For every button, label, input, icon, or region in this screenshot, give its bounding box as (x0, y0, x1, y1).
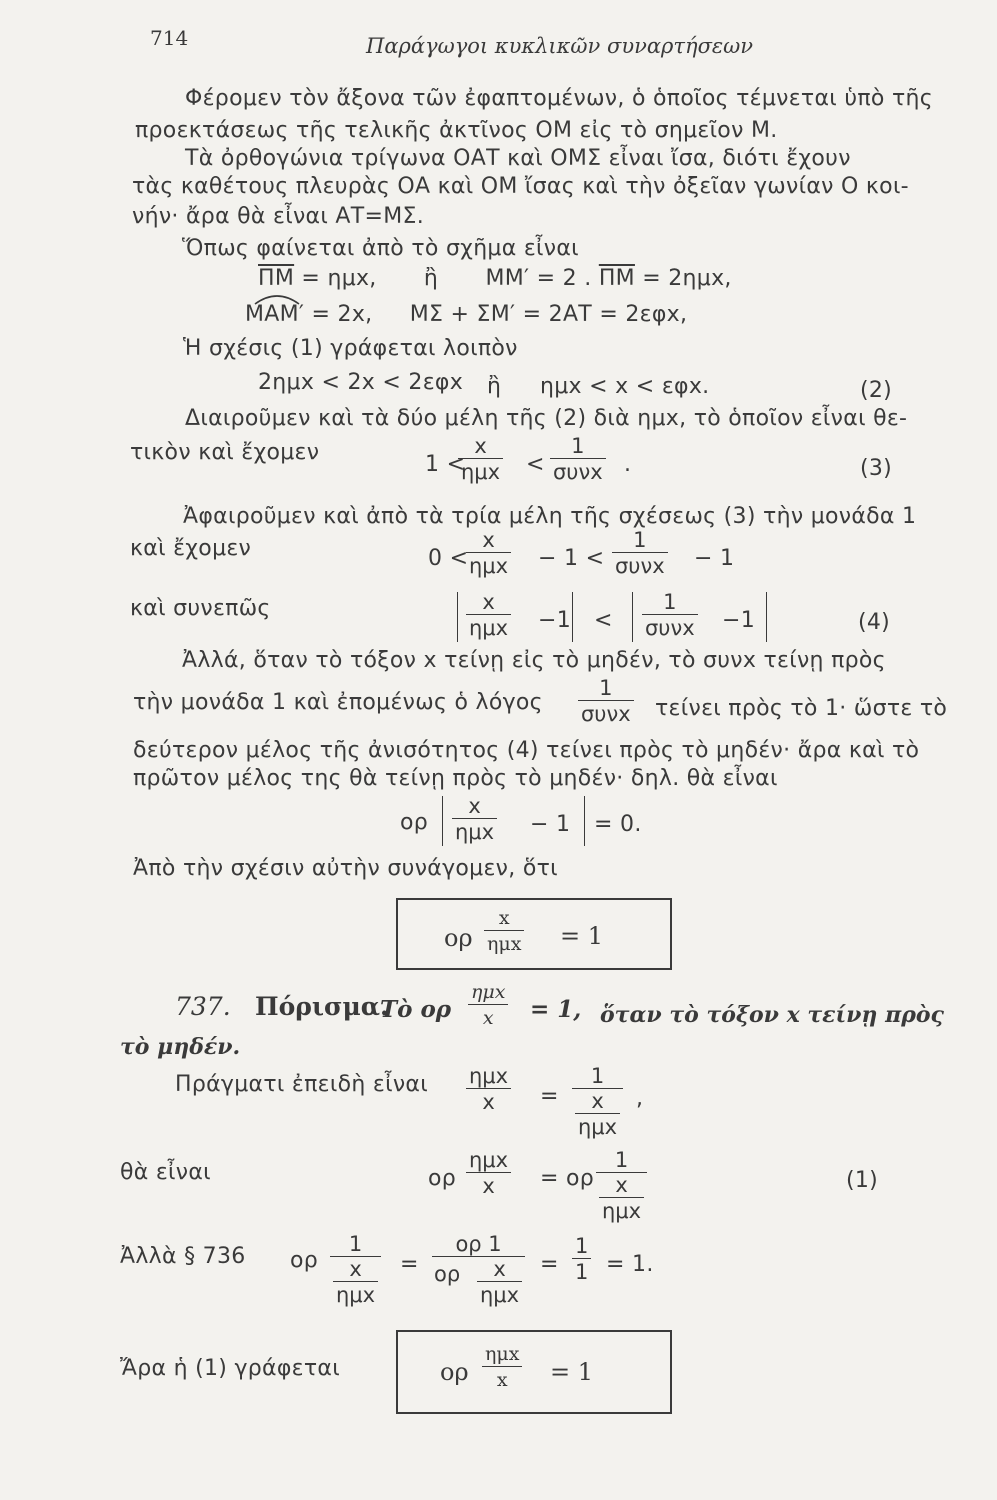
denominator (330, 1256, 381, 1308)
nested-fraction (330, 1232, 381, 1308)
inner-numerator: x (591, 1089, 604, 1113)
overline-pm: $\overline{\Pi M}$ (258, 266, 295, 291)
text-line: Πράγματι ἐπειδὴ εἶναι (175, 1072, 428, 1097)
eq-text: ορ (440, 1358, 469, 1386)
eq-text: = (540, 1252, 559, 1277)
text-line: Ἀλλά, ὅταν τὸ τόξον x τείνῃ εἰς τὸ μηδέν, τὸ συνx τείνῃ πρὸς (182, 648, 886, 673)
limit-label: ορ (434, 1262, 461, 1286)
abs-bar (442, 796, 443, 846)
numerator: 1 (348, 1232, 363, 1256)
text-line: καὶ ἔχομεν (130, 536, 252, 561)
denominator: συνx (578, 700, 634, 727)
numerator: ημx (471, 981, 506, 1003)
eq-text: ορ (428, 1166, 457, 1191)
denominator: ημx (458, 458, 503, 485)
eq-text: . (624, 452, 632, 477)
boxed-result (396, 898, 672, 970)
text-line: δεύτερον μέλος τῆς ἀνισότητος (4) τείνει πρὸς τὸ μηδέν· ἄρα καὶ τὸ (133, 738, 920, 763)
numerator: 1 (590, 1064, 605, 1088)
text-line: τὰς καθέτους πλευρὰς ΟΑ καὶ ΟΜ ἴσας καὶ τὴν ὀξεῖαν γωνίαν Ο κοι- (132, 174, 909, 199)
equation-tag: (4) (858, 610, 891, 635)
numerator: 1 (575, 1234, 589, 1258)
numerator: x (498, 907, 510, 929)
eq-text: = 0. (594, 812, 642, 837)
eq-text: − 1 (694, 546, 735, 571)
eq-or: ἢ (423, 266, 439, 291)
boxed-result (396, 1330, 672, 1414)
corollary-text: τὸ μηδέν. (120, 1034, 241, 1060)
equation-tag: (2) (860, 378, 893, 403)
equation-tag: (1) (846, 1168, 879, 1193)
eq-or: ἢ (487, 374, 502, 399)
fraction (466, 1148, 511, 1199)
text-line: προεκτάσεως τῆς τελικῆς ἀκτῖνος ΟΜ εἰς τὸ σημεῖον Μ. (135, 118, 778, 143)
page-number: 714 (150, 26, 189, 50)
numerator: 1 (614, 1148, 629, 1172)
numerator: 1 (599, 676, 613, 700)
section-number: 737. (175, 992, 231, 1021)
eq-text: , (636, 1086, 644, 1111)
numerator: ορ 1 (455, 1232, 502, 1256)
eq-text: = 1 (560, 922, 604, 950)
fraction (452, 794, 497, 845)
eq-text: 0 < (428, 546, 469, 571)
denominator: x (466, 1088, 511, 1115)
equation-b (245, 302, 687, 327)
arc-label: ΜΑΜ′ (245, 302, 305, 327)
numerator: ημx (469, 1064, 509, 1088)
fraction (578, 676, 634, 727)
text-line: πρῶτον μέλος της θὰ τείνῃ πρὸς τὸ μηδέν· δηλ. θὰ εἶναι (133, 766, 778, 791)
eq-text: − 1 < (538, 546, 605, 571)
text-line: Φέρομεν τὸν ἄξονα τῶν ἐφαπτομένων, ὁ ὁποῖος τέμνεται ὑπὸ τῆς (185, 86, 933, 111)
inner-denominator: ημx (477, 1281, 522, 1308)
numerator: 1 (633, 528, 647, 552)
eq-text: ορ (444, 924, 473, 952)
denominator: ημx (484, 930, 524, 957)
inner-numerator: x (615, 1173, 628, 1197)
text-line: Ἀφαιροῦμεν καὶ ἀπὸ τὰ τρία μέλη τῆς σχέσεως (3) τὴν μονάδα 1 (183, 504, 917, 529)
denominator: συνx (612, 552, 668, 579)
nested-fraction (432, 1232, 525, 1308)
eq-text: = 1. (606, 1252, 654, 1277)
eq-text: = 2ημx, (642, 266, 732, 291)
fraction (572, 1234, 591, 1285)
denominator: ημx (466, 552, 511, 579)
overline-pm: $\overline{\Pi M}$ (598, 266, 635, 291)
denominator (596, 1172, 647, 1224)
fraction (612, 528, 668, 579)
abs-bar (584, 796, 585, 846)
eq-text: 1 < (425, 452, 466, 477)
fraction (466, 528, 511, 579)
fraction (484, 906, 524, 957)
denominator: x (466, 1172, 511, 1199)
equation-a (258, 266, 732, 291)
inner-numerator: x (493, 1257, 506, 1281)
eq-text: = ημx, (301, 266, 377, 291)
inner-fraction (477, 1257, 522, 1308)
eq-text: < (526, 452, 545, 477)
fraction (458, 434, 503, 485)
text-line: τείνει πρὸς τὸ 1· ὥστε τὸ (655, 696, 948, 721)
eq-text: = ορ (540, 1166, 595, 1191)
text-line: καὶ συνεπῶς (130, 596, 271, 621)
equation-c: 2ημx < 2x < 2εφx (258, 370, 464, 395)
denominator: συνx (642, 614, 698, 641)
abs-bar (457, 592, 458, 642)
text-line: Διαιροῦμεν καὶ τὰ δύο μέλη τῆς (2) διὰ ημx, τὸ ὁποῖον εἶναι θε- (185, 406, 908, 431)
corollary-text: ὅταν τὸ τόξον x τείνῃ πρὸς (600, 1002, 944, 1028)
eq-text: ΜΜ′ = 2 . (485, 266, 592, 291)
denominator: συνx (550, 458, 606, 485)
numerator: 1 (571, 434, 585, 458)
numerator: ημx (469, 1148, 509, 1172)
numerator: ημx (485, 1343, 520, 1365)
abs-bar (632, 592, 633, 642)
text-line: Ἄρα ἡ (1) γράφεται (120, 1356, 340, 1381)
text-line: τὴν μονάδα 1 καὶ ἐπομένως ὁ λόγος (133, 690, 543, 715)
section-title: Πόρισμα. (255, 992, 389, 1021)
nested-fraction (596, 1148, 647, 1224)
numerator: x (474, 434, 487, 458)
corollary-text: Τὸ ορ (380, 996, 452, 1023)
numerator: x (482, 590, 495, 614)
numerator: x (468, 794, 481, 818)
text-line: Ἀλλὰ § 736 (120, 1244, 246, 1269)
denominator: ημx (466, 614, 511, 641)
denominator: ημx (452, 818, 497, 845)
eq-text: − 1 (530, 812, 571, 837)
inner-denominator: ημx (575, 1113, 620, 1140)
arc-icon (253, 292, 301, 306)
corollary-text: = 1, (530, 996, 582, 1023)
denominator (572, 1088, 623, 1140)
arc-mam (245, 302, 312, 327)
nested-fraction (572, 1064, 623, 1140)
equation-c-right: ημx < x < εφx. (540, 374, 710, 399)
eq-text: < (594, 608, 613, 633)
abs-bar (766, 592, 767, 642)
fraction (468, 980, 508, 1031)
eq-text: ΜΣ + ΣΜ′ = 2ΑΤ = 2εφx, (409, 302, 688, 327)
fraction (466, 590, 511, 641)
fraction (642, 590, 698, 641)
inner-denominator: ημx (599, 1197, 644, 1224)
running-title: Παράγωγοι κυκλικῶν συναρτήσεων (366, 34, 754, 58)
numerator: x (482, 528, 495, 552)
eq-text: ορ (400, 810, 429, 835)
fraction (466, 1064, 511, 1115)
eq-text: = (400, 1252, 419, 1277)
denominator (432, 1256, 525, 1308)
equation-tag: (3) (860, 456, 893, 481)
eq-text: −1 (538, 608, 572, 633)
fraction (550, 434, 606, 485)
denominator: x (468, 1004, 508, 1031)
eq-text: = 2x, (311, 302, 373, 327)
text-line: Ἀπὸ τὴν σχέσιν αὐτὴν συνάγομεν, ὅτι (133, 856, 558, 881)
fraction (482, 1342, 522, 1393)
inner-denominator: ημx (333, 1281, 378, 1308)
eq-text: = 1 (550, 1358, 594, 1386)
eq-text: ορ (290, 1248, 319, 1273)
text-line: τικὸν καὶ ἔχομεν (130, 440, 320, 465)
eq-text: −1 (722, 608, 756, 633)
text-line: Ὅπως φαίνεται ἀπὸ τὸ σχῆμα εἶναι (182, 236, 579, 261)
denominator: 1 (572, 1258, 591, 1285)
denominator: x (482, 1366, 522, 1393)
text-line: νήν· ἄρα θὰ εἶναι ΑΤ=ΜΣ. (132, 204, 424, 229)
text-line: θὰ εἶναι (120, 1160, 211, 1185)
inner-numerator: x (349, 1257, 362, 1281)
text-line: Ἡ σχέσις (1) γράφεται λοιπὸν (183, 336, 518, 361)
eq-text: = (540, 1084, 559, 1109)
numerator: 1 (663, 590, 677, 614)
text-line: Τὰ ὀρθογώνια τρίγωνα ΟΑΤ καὶ ΟΜΣ εἶναι ἴσα, διότι ἔχουν (185, 146, 851, 171)
abs-bar (572, 592, 573, 642)
